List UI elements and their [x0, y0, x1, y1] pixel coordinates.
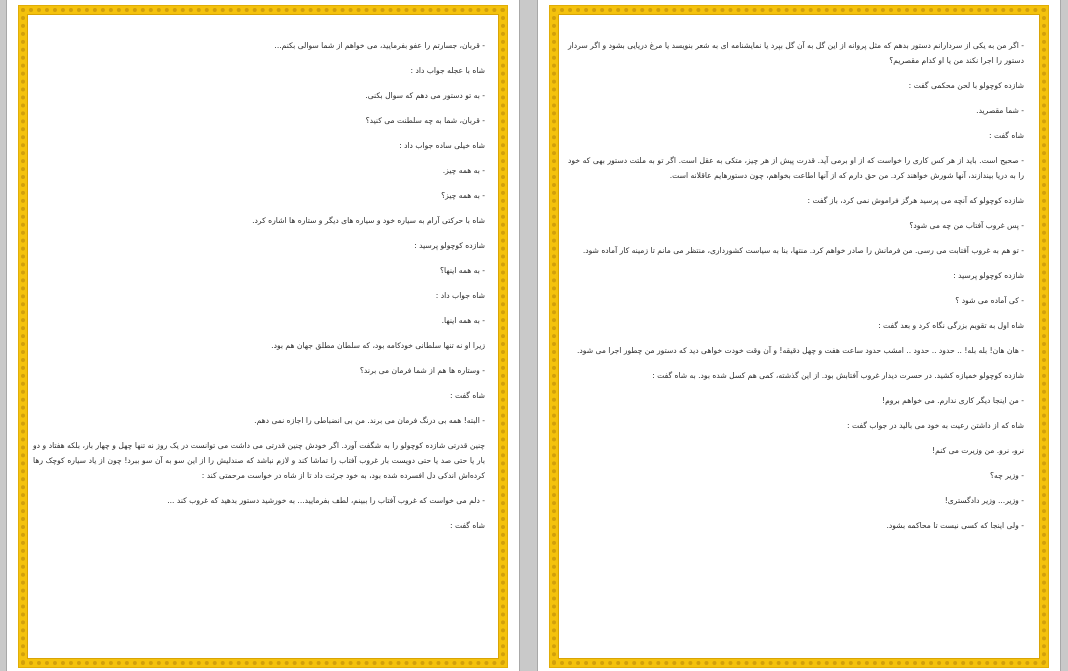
- paragraph: شاه اول به تقویم بزرگی نگاه کرد و بعد گفت :: [878, 321, 1024, 330]
- paragraph: - اگر من به یکی از سردارانم دستور بدهم که مثل پروانه از این گل به آن گل بپرد یا نمایشنامه ای به شعر بنویسد یا مرغ دریایی بشود و اگر سردار دستور را اجرا نکند من یا او کدام مقصریم؟: [568, 41, 1024, 65]
- paragraph: - البته! همه بی درنگ فرمان می برند. من بی انضباطی را اجازه نمی دهم.: [254, 416, 485, 425]
- paragraph: - کی آماده می شود ؟: [955, 296, 1024, 305]
- page-text-left: [33, 38, 485, 543]
- document-page-right: [537, 0, 1061, 671]
- paragraph: نرو، نرو. من وزیرت می کنم!: [932, 446, 1024, 455]
- paragraph: - به همه اینها؟: [440, 266, 485, 275]
- paragraph: - به همه چیز؟: [441, 191, 485, 200]
- paragraph: - وستاره ها هم از شما فرمان می برند؟: [359, 366, 485, 375]
- paragraph: شاه جواب داد :: [435, 291, 485, 300]
- paragraph: شازده کوچولو پرسید :: [953, 271, 1024, 280]
- paragraph: شاه با عجله جواب داد :: [410, 66, 485, 75]
- paragraph: - تو هم به غروب آفتابت می رسی. من فرمانش را صادر خواهم کرد. منتها، بنا به سیاست کشورداری، منتظر می مانم تا زمینه کار آماده شود.: [582, 246, 1024, 255]
- paragraph: شاه خیلی ساده جواب داد :: [399, 141, 485, 150]
- paragraph: - قربان، شما به چه سلطنت می کنید؟: [365, 116, 485, 125]
- paragraph: - قربان، جسارتم را عفو بفرمایید، می خواهم از شما سوالی بکنم...: [274, 41, 485, 50]
- paragraph: - به همه چیز.: [442, 166, 485, 175]
- paragraph: شازده کوچولو که آنچه می پرسید هرگز فراموش نمی کرد، باز گفت :: [807, 196, 1024, 205]
- paragraph: شاه گفت :: [450, 521, 485, 530]
- paragraph: شازده کوچولو پرسید :: [414, 241, 485, 250]
- paragraph: - به همه اینها.: [441, 316, 485, 325]
- paragraph: شاه گفت :: [989, 131, 1024, 140]
- paragraph: - ولی اینجا که کسی نیست تا محاکمه بشود.: [886, 521, 1024, 530]
- paragraph: شازده کوچولو خمیازه کشید. در حسرت دیدار غروب آفتابش بود. از این گذشته، کمی هم کسل شده بود. به شاه گفت :: [652, 371, 1024, 380]
- paragraph: - من اینجا دیگر کاری ندارم. می خواهم بروم!: [882, 396, 1024, 405]
- paragraph: چنین قدرتی شازده کوچولو را به شگفت آورد. اگر خودش چنین قدرتی می داشت می توانست در یک روز نه تنها چهل و چهار بار، بلکه هفتاد و دو بار یا حتی صد یا حتی دویست بار غروب آفتاب را تماشا کند و لازم نباشد که صندلیش را از این سو به آن سو ببرد! چون از یاد سیاره کوچک رها کرده‌اش اندکی دل افسرده شده بود، به خود جرئت داد تا از شاه در خواست مرحمتی کند :: [33, 441, 485, 480]
- page-text-right: [568, 38, 1024, 543]
- paragraph: شاه با حرکتی آرام به سیاره خود و سیاره های دیگر و ستاره ها اشاره کرد.: [252, 216, 485, 225]
- paragraph: - وزیر... وزیر دادگستری!: [944, 496, 1024, 505]
- paragraph: - پس غروب آفتاب من چه می شود؟: [909, 221, 1024, 230]
- paragraph: شازده کوچولو با لحن محکمی گفت :: [908, 81, 1024, 90]
- paragraph: - صحیح است. باید از هر کس کاری را خواست که از او برمی آید. قدرت پیش از هر چیز، متکی به عقل است. اگر تو به ملتت دستور بهی که خود را به دریا بیندازند، آنها شورش خواهند کرد. من حق دارم که از آنها اطاعت بخواهم، چون دستورهایم عاقلانه است.: [568, 156, 1024, 180]
- paragraph: - شما مقصرید.: [976, 106, 1024, 115]
- paragraph: زیرا او نه تنها سلطانی خودکامه بود، که سلطان مطلق جهان هم بود.: [271, 341, 485, 350]
- paragraph: شاه گفت :: [450, 391, 485, 400]
- paragraph: - وزیر چه؟: [989, 471, 1024, 480]
- paragraph: - دلم می خواست که غروب آفتاب را ببینم، لطف بفرمایید... به خورشید دستور بدهید که غروب کند ...: [167, 496, 485, 505]
- paragraph: شاه که از داشتن رعیت به خود می بالید در جواب گفت :: [847, 421, 1024, 430]
- paragraph: - به تو دستور می دهم که سوال بکنی.: [365, 91, 485, 100]
- paragraph: - هان هان! بله بله! .. حدود .. حدود .. امشب حدود ساعت هفت و چهل دقیقه! و آن وقت خودت خواهی دید که دستور من چطور اجرا می شود.: [577, 346, 1024, 355]
- document-page-left: [6, 0, 520, 671]
